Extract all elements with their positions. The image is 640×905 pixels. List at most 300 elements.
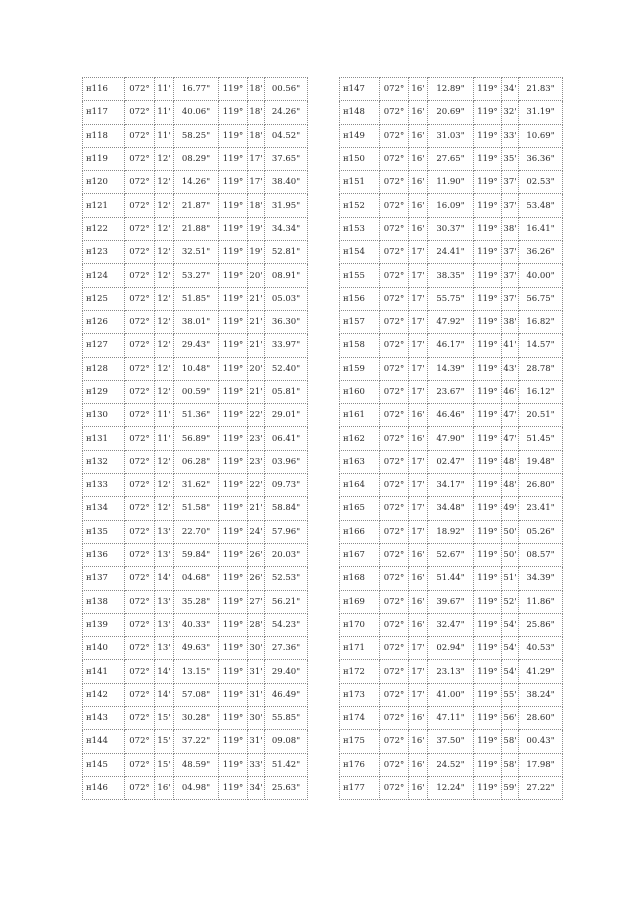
lon-seconds-cell: 23.41": [519, 497, 563, 520]
lon-degrees-cell: 119°: [219, 427, 248, 450]
lon-minutes-cell: 37': [502, 287, 519, 310]
lat-seconds-cell: 24.52": [428, 753, 474, 776]
lon-seconds-cell: 40.53": [519, 637, 563, 660]
lon-seconds-cell: 51.45": [519, 427, 563, 450]
lat-minutes-cell: 14': [155, 683, 174, 706]
lon-seconds-cell: 28.60": [519, 707, 563, 730]
lat-minutes-cell: 16': [409, 194, 428, 217]
lat-minutes-cell: 12': [155, 147, 174, 170]
table-row: [340, 357, 563, 380]
lon-degrees-cell: 119°: [219, 613, 248, 636]
lon-degrees-cell: 119°: [219, 683, 248, 706]
lat-degrees-cell: 072°: [125, 101, 155, 124]
lon-seconds-cell: 46.49": [265, 683, 308, 706]
lat-degrees-cell: 072°: [380, 404, 409, 427]
lon-seconds-cell: 38.40": [265, 171, 308, 194]
lon-seconds-cell: 58.84": [265, 497, 308, 520]
lat-minutes-cell: 16': [409, 404, 428, 427]
lat-seconds-cell: 27.65": [428, 147, 474, 170]
lat-seconds-cell: 16.77": [174, 78, 219, 101]
lon-seconds-cell: 03.96": [265, 450, 308, 473]
lon-minutes-cell: 18': [248, 101, 265, 124]
table-row: [340, 334, 563, 357]
lat-minutes-cell: 15': [155, 753, 174, 776]
lon-degrees-cell: 119°: [474, 450, 502, 473]
point-id-cell: н126: [83, 310, 125, 333]
lat-minutes-cell: 11': [155, 124, 174, 147]
lat-seconds-cell: 39.67": [428, 590, 474, 613]
lat-seconds-cell: 51.44": [428, 567, 474, 590]
point-id-cell: н174: [340, 707, 380, 730]
point-id-cell: н176: [340, 753, 380, 776]
lon-minutes-cell: 32': [502, 101, 519, 124]
point-id-cell: н127: [83, 334, 125, 357]
table-row: [340, 707, 563, 730]
lon-minutes-cell: 30': [248, 707, 265, 730]
table-row: [340, 147, 563, 170]
lat-minutes-cell: 15': [155, 707, 174, 730]
point-id-cell: н160: [340, 380, 380, 403]
point-id-cell: н153: [340, 217, 380, 240]
lon-minutes-cell: 34': [502, 78, 519, 101]
table-row: [83, 194, 308, 217]
lon-degrees-cell: 119°: [219, 590, 248, 613]
lat-minutes-cell: 14': [155, 567, 174, 590]
lon-seconds-cell: 19.48": [519, 450, 563, 473]
lon-degrees-cell: 119°: [474, 753, 502, 776]
table-row: [340, 637, 563, 660]
lat-seconds-cell: 51.85": [174, 287, 219, 310]
lon-minutes-cell: 19': [248, 217, 265, 240]
lon-seconds-cell: 16.41": [519, 217, 563, 240]
lat-degrees-cell: 072°: [380, 660, 409, 683]
table-row: [83, 497, 308, 520]
lat-degrees-cell: 072°: [380, 380, 409, 403]
point-id-cell: н161: [340, 404, 380, 427]
point-id-cell: н135: [83, 520, 125, 543]
lat-degrees-cell: 072°: [380, 776, 409, 799]
table-row: [340, 730, 563, 753]
point-id-cell: н171: [340, 637, 380, 660]
lon-minutes-cell: 58': [502, 730, 519, 753]
point-id-cell: н154: [340, 241, 380, 264]
point-id-cell: н123: [83, 241, 125, 264]
lat-minutes-cell: 12': [155, 287, 174, 310]
point-id-cell: н138: [83, 590, 125, 613]
lat-degrees-cell: 072°: [125, 590, 155, 613]
point-id-cell: н122: [83, 217, 125, 240]
lat-minutes-cell: 17': [409, 380, 428, 403]
lon-degrees-cell: 119°: [474, 404, 502, 427]
lon-degrees-cell: 119°: [474, 124, 502, 147]
lon-minutes-cell: 37': [502, 171, 519, 194]
lon-seconds-cell: 00.43": [519, 730, 563, 753]
lat-minutes-cell: 13': [155, 637, 174, 660]
lon-degrees-cell: 119°: [474, 194, 502, 217]
lon-seconds-cell: 26.80": [519, 474, 563, 497]
point-id-cell: н144: [83, 730, 125, 753]
lon-seconds-cell: 29.40": [265, 660, 308, 683]
point-id-cell: н128: [83, 357, 125, 380]
lon-degrees-cell: 119°: [219, 497, 248, 520]
lon-seconds-cell: 56.21": [265, 590, 308, 613]
lat-degrees-cell: 072°: [125, 450, 155, 473]
point-id-cell: н124: [83, 264, 125, 287]
table-row: [340, 613, 563, 636]
lon-seconds-cell: 08.91": [265, 264, 308, 287]
table-row: [83, 334, 308, 357]
lat-degrees-cell: 072°: [125, 520, 155, 543]
lon-minutes-cell: 21': [248, 310, 265, 333]
lat-seconds-cell: 51.58": [174, 497, 219, 520]
table-row: [83, 660, 308, 683]
lon-minutes-cell: 21': [248, 287, 265, 310]
lon-minutes-cell: 17': [248, 171, 265, 194]
table-row: [340, 753, 563, 776]
lat-degrees-cell: 072°: [380, 101, 409, 124]
lon-minutes-cell: 24': [248, 520, 265, 543]
lat-minutes-cell: 12': [155, 357, 174, 380]
lon-seconds-cell: 09.73": [265, 474, 308, 497]
lon-seconds-cell: 53.48": [519, 194, 563, 217]
lon-degrees-cell: 119°: [474, 357, 502, 380]
lat-minutes-cell: 17': [409, 660, 428, 683]
lon-minutes-cell: 47': [502, 427, 519, 450]
lat-degrees-cell: 072°: [380, 357, 409, 380]
lon-minutes-cell: 48': [502, 450, 519, 473]
lon-minutes-cell: 26': [248, 543, 265, 566]
table-row: [83, 171, 308, 194]
table-row: [340, 543, 563, 566]
point-id-cell: н163: [340, 450, 380, 473]
lon-seconds-cell: 04.52": [265, 124, 308, 147]
lon-seconds-cell: 56.75": [519, 287, 563, 310]
lat-degrees-cell: 072°: [125, 217, 155, 240]
lat-degrees-cell: 072°: [380, 334, 409, 357]
table-row: [83, 357, 308, 380]
table-row: [83, 613, 308, 636]
lon-seconds-cell: 29.01": [265, 404, 308, 427]
point-id-cell: н169: [340, 590, 380, 613]
lon-minutes-cell: 18': [248, 78, 265, 101]
lat-seconds-cell: 12.24": [428, 776, 474, 799]
lon-degrees-cell: 119°: [474, 543, 502, 566]
table-row: [83, 776, 308, 799]
lat-seconds-cell: 06.28": [174, 450, 219, 473]
lon-degrees-cell: 119°: [219, 217, 248, 240]
point-id-cell: н148: [340, 101, 380, 124]
lon-minutes-cell: 17': [248, 147, 265, 170]
lat-degrees-cell: 072°: [380, 427, 409, 450]
lon-degrees-cell: 119°: [219, 730, 248, 753]
lon-seconds-cell: 17.98": [519, 753, 563, 776]
lon-seconds-cell: 20.03": [265, 543, 308, 566]
lon-seconds-cell: 14.57": [519, 334, 563, 357]
table-row: [83, 427, 308, 450]
lat-degrees-cell: 072°: [125, 637, 155, 660]
table-row: [340, 194, 563, 217]
lat-minutes-cell: 11': [155, 78, 174, 101]
lat-degrees-cell: 072°: [125, 357, 155, 380]
point-id-cell: н166: [340, 520, 380, 543]
lat-degrees-cell: 072°: [380, 287, 409, 310]
lat-minutes-cell: 12': [155, 310, 174, 333]
lat-minutes-cell: 15': [155, 730, 174, 753]
lon-seconds-cell: 25.63": [265, 776, 308, 799]
lon-degrees-cell: 119°: [474, 264, 502, 287]
lat-degrees-cell: 072°: [125, 404, 155, 427]
lon-seconds-cell: 31.95": [265, 194, 308, 217]
lat-seconds-cell: 51.36": [174, 404, 219, 427]
lon-minutes-cell: 54': [502, 660, 519, 683]
lon-degrees-cell: 119°: [219, 194, 248, 217]
lat-minutes-cell: 16': [409, 217, 428, 240]
point-id-cell: н149: [340, 124, 380, 147]
lon-seconds-cell: 40.00": [519, 264, 563, 287]
lat-degrees-cell: 072°: [125, 660, 155, 683]
lat-degrees-cell: 072°: [125, 707, 155, 730]
lon-minutes-cell: 41': [502, 334, 519, 357]
lat-degrees-cell: 072°: [380, 543, 409, 566]
lon-minutes-cell: 37': [502, 194, 519, 217]
table-row: [340, 474, 563, 497]
point-id-cell: н167: [340, 543, 380, 566]
lat-seconds-cell: 52.67": [428, 543, 474, 566]
lon-minutes-cell: 56': [502, 707, 519, 730]
lat-seconds-cell: 48.59": [174, 753, 219, 776]
lat-minutes-cell: 13': [155, 613, 174, 636]
point-id-cell: н136: [83, 543, 125, 566]
lon-minutes-cell: 33': [502, 124, 519, 147]
lon-degrees-cell: 119°: [219, 357, 248, 380]
lon-degrees-cell: 119°: [219, 287, 248, 310]
lon-minutes-cell: 58': [502, 753, 519, 776]
lat-degrees-cell: 072°: [380, 683, 409, 706]
lon-seconds-cell: 31.19": [519, 101, 563, 124]
lat-minutes-cell: 16': [409, 78, 428, 101]
point-id-cell: н155: [340, 264, 380, 287]
lon-seconds-cell: 55.85": [265, 707, 308, 730]
lon-seconds-cell: 11.86": [519, 590, 563, 613]
table-row: [83, 264, 308, 287]
lon-minutes-cell: 49': [502, 497, 519, 520]
lon-degrees-cell: 119°: [474, 380, 502, 403]
table-row: [83, 567, 308, 590]
lon-minutes-cell: 26': [248, 567, 265, 590]
lat-minutes-cell: 16': [409, 147, 428, 170]
lat-seconds-cell: 14.26": [174, 171, 219, 194]
lat-minutes-cell: 12': [155, 334, 174, 357]
lat-degrees-cell: 072°: [380, 147, 409, 170]
point-id-cell: н133: [83, 474, 125, 497]
point-id-cell: н119: [83, 147, 125, 170]
lat-degrees-cell: 072°: [125, 310, 155, 333]
table-row: [83, 707, 308, 730]
lat-seconds-cell: 30.28": [174, 707, 219, 730]
lat-seconds-cell: 22.70": [174, 520, 219, 543]
lon-seconds-cell: 06.41": [265, 427, 308, 450]
lon-minutes-cell: 37': [502, 264, 519, 287]
point-id-cell: н137: [83, 567, 125, 590]
lat-degrees-cell: 072°: [380, 450, 409, 473]
lat-minutes-cell: 17': [409, 264, 428, 287]
table-row: [340, 404, 563, 427]
lat-degrees-cell: 072°: [380, 567, 409, 590]
lon-seconds-cell: 57.96": [265, 520, 308, 543]
lat-seconds-cell: 18.92": [428, 520, 474, 543]
point-id-cell: н172: [340, 660, 380, 683]
lon-minutes-cell: 54': [502, 613, 519, 636]
lat-seconds-cell: 02.47": [428, 450, 474, 473]
lat-degrees-cell: 072°: [380, 194, 409, 217]
point-id-cell: н150: [340, 147, 380, 170]
lat-degrees-cell: 072°: [125, 147, 155, 170]
lon-minutes-cell: 31': [248, 660, 265, 683]
lat-minutes-cell: 16': [409, 776, 428, 799]
lat-degrees-cell: 072°: [380, 613, 409, 636]
table-row: [83, 450, 308, 473]
lon-degrees-cell: 119°: [474, 520, 502, 543]
lon-seconds-cell: 52.81": [265, 241, 308, 264]
lat-seconds-cell: 02.94": [428, 637, 474, 660]
lat-seconds-cell: 47.90": [428, 427, 474, 450]
lat-minutes-cell: 17': [409, 497, 428, 520]
lat-seconds-cell: 13.15": [174, 660, 219, 683]
lon-degrees-cell: 119°: [474, 217, 502, 240]
lon-minutes-cell: 23': [248, 427, 265, 450]
lon-seconds-cell: 34.39": [519, 567, 563, 590]
lat-seconds-cell: 24.41": [428, 241, 474, 264]
lat-minutes-cell: 17': [409, 683, 428, 706]
lon-degrees-cell: 119°: [474, 776, 502, 799]
lat-seconds-cell: 12.89": [428, 78, 474, 101]
lat-minutes-cell: 17': [409, 241, 428, 264]
lat-degrees-cell: 072°: [380, 753, 409, 776]
lat-degrees-cell: 072°: [125, 683, 155, 706]
lat-seconds-cell: 31.62": [174, 474, 219, 497]
point-id-cell: н152: [340, 194, 380, 217]
lat-seconds-cell: 41.00": [428, 683, 474, 706]
point-id-cell: н147: [340, 78, 380, 101]
lon-seconds-cell: 09.08": [265, 730, 308, 753]
lat-seconds-cell: 14.39": [428, 357, 474, 380]
lat-minutes-cell: 17': [409, 637, 428, 660]
lon-seconds-cell: 16.12": [519, 380, 563, 403]
lon-minutes-cell: 18': [248, 194, 265, 217]
table-row: [340, 660, 563, 683]
lat-degrees-cell: 072°: [125, 241, 155, 264]
lat-degrees-cell: 072°: [125, 380, 155, 403]
point-id-cell: н143: [83, 707, 125, 730]
table-row: [340, 310, 563, 333]
lat-seconds-cell: 40.06": [174, 101, 219, 124]
table-row: [83, 590, 308, 613]
lat-degrees-cell: 072°: [380, 78, 409, 101]
lon-minutes-cell: 51': [502, 567, 519, 590]
lon-minutes-cell: 35': [502, 147, 519, 170]
lat-minutes-cell: 16': [409, 753, 428, 776]
lat-seconds-cell: 29.43": [174, 334, 219, 357]
lat-minutes-cell: 17': [409, 357, 428, 380]
point-id-cell: н131: [83, 427, 125, 450]
lat-seconds-cell: 21.87": [174, 194, 219, 217]
point-id-cell: н170: [340, 613, 380, 636]
lon-minutes-cell: 59': [502, 776, 519, 799]
lat-seconds-cell: 23.67": [428, 380, 474, 403]
lat-degrees-cell: 072°: [380, 730, 409, 753]
lon-degrees-cell: 119°: [219, 241, 248, 264]
lon-degrees-cell: 119°: [219, 707, 248, 730]
lon-minutes-cell: 20': [248, 357, 265, 380]
lat-seconds-cell: 56.89": [174, 427, 219, 450]
lon-seconds-cell: 27.22": [519, 776, 563, 799]
lon-minutes-cell: 28': [248, 613, 265, 636]
lon-minutes-cell: 50': [502, 520, 519, 543]
lon-degrees-cell: 119°: [474, 241, 502, 264]
lon-degrees-cell: 119°: [474, 637, 502, 660]
table-row: [340, 427, 563, 450]
lat-minutes-cell: 14': [155, 660, 174, 683]
lon-minutes-cell: 23': [248, 450, 265, 473]
lon-minutes-cell: 31': [248, 683, 265, 706]
table-row: [83, 474, 308, 497]
lon-degrees-cell: 119°: [474, 78, 502, 101]
lon-minutes-cell: 52': [502, 590, 519, 613]
lat-degrees-cell: 072°: [125, 264, 155, 287]
lon-degrees-cell: 119°: [219, 450, 248, 473]
point-id-cell: н164: [340, 474, 380, 497]
lat-degrees-cell: 072°: [125, 497, 155, 520]
point-id-cell: н134: [83, 497, 125, 520]
lon-seconds-cell: 21.83": [519, 78, 563, 101]
lon-degrees-cell: 119°: [474, 590, 502, 613]
lat-seconds-cell: 32.51": [174, 241, 219, 264]
lon-degrees-cell: 119°: [474, 287, 502, 310]
table-row: [340, 171, 563, 194]
table-row: [83, 753, 308, 776]
lat-degrees-cell: 072°: [125, 753, 155, 776]
lat-degrees-cell: 072°: [125, 730, 155, 753]
lon-degrees-cell: 119°: [219, 660, 248, 683]
lat-minutes-cell: 13': [155, 590, 174, 613]
table-row: [340, 520, 563, 543]
table-row: [340, 450, 563, 473]
lon-minutes-cell: 48': [502, 474, 519, 497]
lon-degrees-cell: 119°: [474, 310, 502, 333]
lon-seconds-cell: 54.23": [265, 613, 308, 636]
table-row: [83, 241, 308, 264]
lon-degrees-cell: 119°: [219, 474, 248, 497]
table-row: [340, 78, 563, 101]
lon-seconds-cell: 36.36": [519, 147, 563, 170]
lon-degrees-cell: 119°: [474, 101, 502, 124]
point-id-cell: н141: [83, 660, 125, 683]
lat-minutes-cell: 12': [155, 264, 174, 287]
table-row: [340, 497, 563, 520]
table-row: [83, 287, 308, 310]
lat-seconds-cell: 46.46": [428, 404, 474, 427]
lon-minutes-cell: 22': [248, 474, 265, 497]
lat-seconds-cell: 23.13": [428, 660, 474, 683]
table-row: [340, 287, 563, 310]
point-id-cell: н151: [340, 171, 380, 194]
point-id-cell: н175: [340, 730, 380, 753]
lat-seconds-cell: 57.08": [174, 683, 219, 706]
lat-seconds-cell: 40.33": [174, 613, 219, 636]
table-row: [340, 217, 563, 240]
lon-seconds-cell: 37.65": [265, 147, 308, 170]
lat-degrees-cell: 072°: [380, 171, 409, 194]
